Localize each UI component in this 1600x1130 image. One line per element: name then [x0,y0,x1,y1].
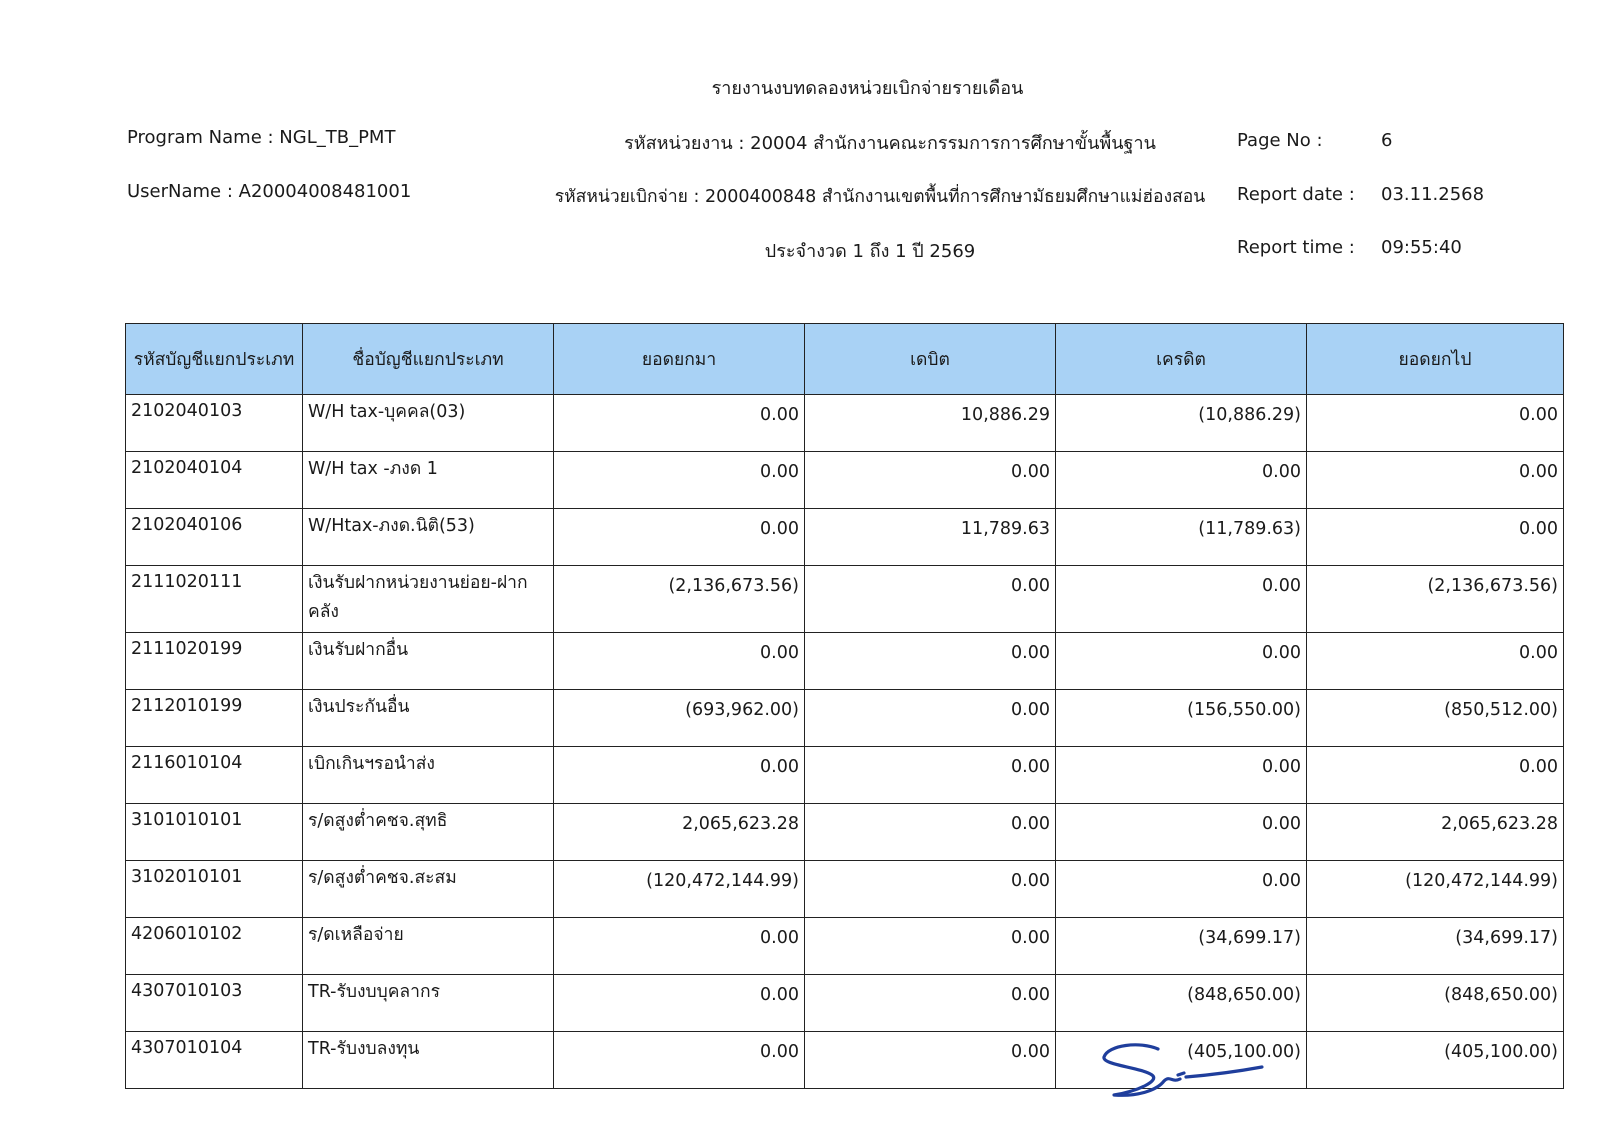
table-row [126,395,1564,452]
report-title: รายงานงบทดลองหน่วยเบิกจ่ายรายเดือน [711,78,1024,99]
account-name: W/H tax -ภงด 1 [303,452,554,509]
table-row [126,747,1564,804]
account-code: 2102040106 [126,509,303,566]
table-row [126,566,1564,633]
closing-balance: (34,699.17) [1307,918,1564,975]
account-name: W/H tax-บุคคล(03) [303,395,554,452]
opening-balance: 0.00 [554,509,805,566]
opening-balance: 0.00 [554,395,805,452]
opening-balance: 0.00 [554,975,805,1032]
credit: 0.00 [1056,566,1307,633]
table-row [126,690,1564,747]
closing-balance: (848,650.00) [1307,975,1564,1032]
closing-balance: 2,065,623.28 [1307,804,1564,861]
opening-balance: (2,136,673.56) [554,566,805,633]
credit: 0.00 [1056,804,1307,861]
account-name: ร/ดเหลือจ่าย [303,918,554,975]
col-header-credit: เครดิต [1056,324,1307,395]
credit: (10,886.29) [1056,395,1307,452]
closing-balance: 0.00 [1307,452,1564,509]
account-name: เบิกเกินฯรอนำส่ง [303,747,554,804]
username: UserName : A20004008481001 [127,181,412,202]
closing-balance: (120,472,144.99) [1307,861,1564,918]
handwritten-signature [1100,1035,1280,1110]
opening-balance: 0.00 [554,747,805,804]
account-name: เงินประกันอื่น [303,690,554,747]
col-header-account-code: รหัสบัญชีแยกประเภท [126,324,303,395]
report-time-value: 09:55:40 [1381,237,1462,258]
table-row [126,804,1564,861]
disbursing-unit-line: รหัสหน่วยเบิกจ่าย : 2000400848 สำนักงานเขตพื้นที่การศึกษามัธยมศึกษาแม่ฮ่องสอน [554,187,1206,207]
debit: 0.00 [805,747,1056,804]
closing-balance: 0.00 [1307,509,1564,566]
debit: 0.00 [805,452,1056,509]
credit: (11,789.63) [1056,509,1307,566]
program-name: Program Name : NGL_TB_PMT [127,127,396,148]
account-name: เงินรับฝากหน่วยงานย่อย-ฝากคลัง [303,566,554,633]
agency-line: รหัสหน่วยงาน : 20004 สำนักงานคณะกรรมการการศึกษาขั้นพื้นฐาน [624,133,1156,154]
account-code: 4206010102 [126,918,303,975]
account-name: W/Htax-ภงด.นิติ(53) [303,509,554,566]
page-no-label: Page No : [1237,130,1323,151]
opening-balance: 0.00 [554,633,805,690]
account-code: 3102010101 [126,861,303,918]
debit: 0.00 [805,804,1056,861]
account-code: 2102040104 [126,452,303,509]
page-no-value: 6 [1381,130,1393,151]
table-row [126,509,1564,566]
account-code: 2111020199 [126,633,303,690]
account-code: 4307010103 [126,975,303,1032]
credit: (34,699.17) [1056,918,1307,975]
debit: 0.00 [805,633,1056,690]
account-code: 2102040103 [126,395,303,452]
table-row [126,918,1564,975]
table-header-row [126,324,1564,395]
opening-balance: (693,962.00) [554,690,805,747]
debit: 0.00 [805,690,1056,747]
credit: (405,100.00) [1056,1032,1307,1089]
account-code: 2116010104 [126,747,303,804]
opening-balance: 0.00 [554,918,805,975]
table-row [126,452,1564,509]
opening-balance: 0.00 [554,452,805,509]
credit: 0.00 [1056,633,1307,690]
debit: 11,789.63 [805,509,1056,566]
credit: 0.00 [1056,452,1307,509]
credit: 0.00 [1056,861,1307,918]
col-header-account-name: ชื่อบัญชีแยกประเภท [303,324,554,395]
closing-balance: 0.00 [1307,747,1564,804]
closing-balance: (850,512.00) [1307,690,1564,747]
trial-balance-table [125,323,1564,1089]
report-time-label: Report time : [1237,237,1355,258]
debit: 0.00 [805,918,1056,975]
credit: 0.00 [1056,747,1307,804]
account-name: TR-รับงบลงทุน [303,1032,554,1089]
account-code: 3101010101 [126,804,303,861]
closing-balance: (2,136,673.56) [1307,566,1564,633]
account-name: เงินรับฝากอื่น [303,633,554,690]
period-line: ประจำงวด 1 ถึง 1 ปี 2569 [764,241,976,262]
credit: (848,650.00) [1056,975,1307,1032]
debit: 0.00 [805,566,1056,633]
col-header-debit: เดบิต [805,324,1056,395]
debit: 0.00 [805,1032,1056,1089]
account-name: TR-รับงบบุคลากร [303,975,554,1032]
account-name: ร/ดสูงต่ำคชจ.สะสม [303,861,554,918]
opening-balance: 0.00 [554,1032,805,1089]
closing-balance: (405,100.00) [1307,1032,1564,1089]
report-date-value: 03.11.2568 [1381,184,1485,205]
col-header-opening-balance: ยอดยกมา [554,324,805,395]
closing-balance: 0.00 [1307,395,1564,452]
table-row [126,861,1564,918]
opening-balance: (120,472,144.99) [554,861,805,918]
account-name: ร/ดสูงต่ำคชจ.สุทธิ [303,804,554,861]
closing-balance: 0.00 [1307,633,1564,690]
opening-balance: 2,065,623.28 [554,804,805,861]
col-header-closing-balance: ยอดยกไป [1307,324,1564,395]
account-code: 2111020111 [126,566,303,633]
table-row [126,975,1564,1032]
report-date-label: Report date : [1237,184,1355,205]
debit: 0.00 [805,975,1056,1032]
debit: 10,886.29 [805,395,1056,452]
debit: 0.00 [805,861,1056,918]
account-code: 4307010104 [126,1032,303,1089]
table-row [126,633,1564,690]
table-row [126,1032,1564,1089]
credit: (156,550.00) [1056,690,1307,747]
account-code: 2112010199 [126,690,303,747]
